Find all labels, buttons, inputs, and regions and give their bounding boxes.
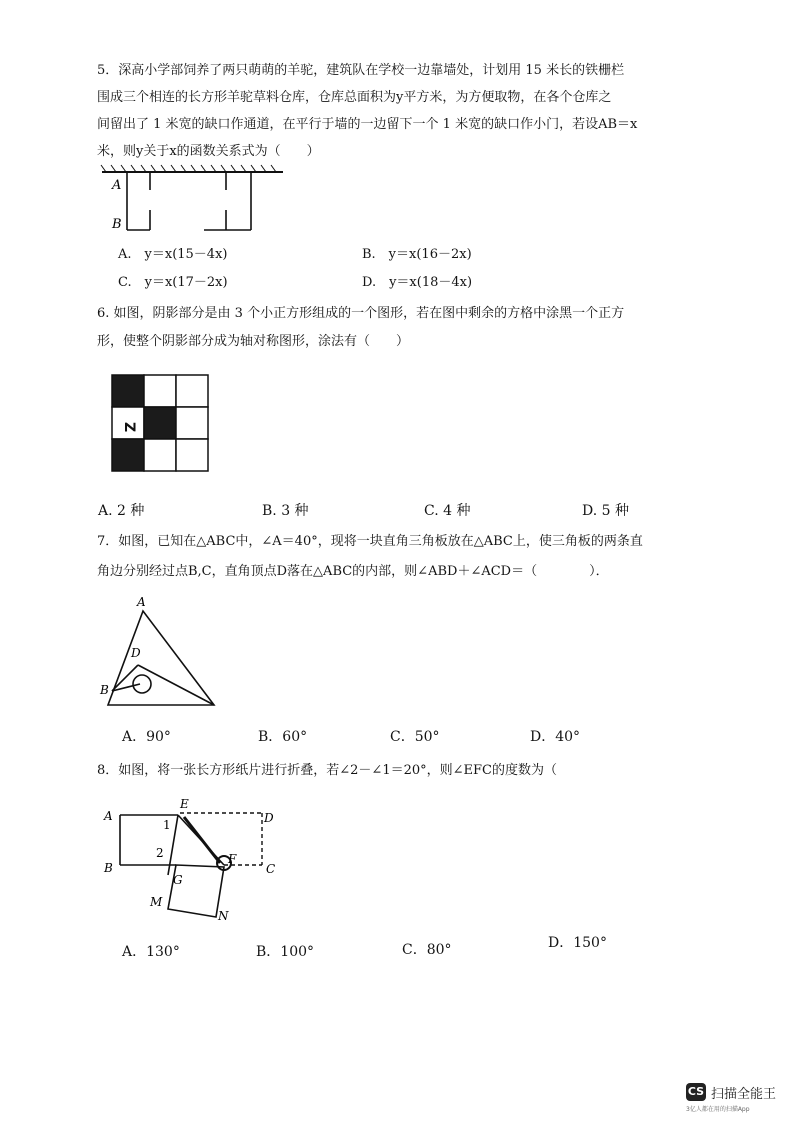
q6-grid-cell-empty xyxy=(144,375,176,407)
q8-option-c[interactable]: C．80° xyxy=(402,942,452,958)
q7-label-d: D xyxy=(131,646,141,660)
q6-grid-cell-empty xyxy=(176,407,208,439)
q6-grid-cell-shaded xyxy=(112,439,144,471)
q7-text-line-2: 角边分别经过点B,C，直角顶点D落在△ABC的内部，则∠ABD＋∠ACD＝（ ）． xyxy=(97,564,609,579)
q6-grid-figure xyxy=(112,375,212,475)
q5-option-b[interactable]: B. y＝x(16－2x) xyxy=(362,247,472,262)
q6-text-line-2: 形，使整个阴影部分成为轴对称图形，涂法有（ ） xyxy=(97,334,410,349)
q8-label-e: E xyxy=(180,797,189,811)
q6-grid-cell-empty xyxy=(176,439,208,471)
q8-label-f: F xyxy=(228,852,237,866)
q5-option-d[interactable]: D. y＝x(18－4x) xyxy=(362,275,473,290)
q8-label-m: M xyxy=(150,895,163,909)
camscanner-logo-icon: CS xyxy=(686,1083,706,1101)
q7-figure xyxy=(100,595,230,710)
q7-label-a: A xyxy=(137,595,146,609)
q5-text-line-1: 5．深高小学部饲养了两只萌萌的羊驼，建筑队在学校一边靠墙处，计划用 15 米长的铁栅栏 xyxy=(97,63,625,78)
q8-option-d[interactable]: D．150° xyxy=(548,935,607,951)
q8-label-g: G xyxy=(173,873,183,887)
q8-label-n: N xyxy=(218,909,229,923)
q5-figure xyxy=(98,168,298,238)
q6-text-line-1: 6. 如图，阴影部分是由 3 个小正方形组成的一个图形，若在图中剩余的方格中涂黑一个正方 xyxy=(97,306,625,321)
q6-option-b[interactable]: B. 3 种 xyxy=(262,503,309,519)
q6-grid-cell-empty xyxy=(144,439,176,471)
q8-label-b: B xyxy=(104,861,113,875)
q7-text-line-1: 7．如图，已知在△ABC中，∠A＝40°，现将一块直角三角板放在△ABC上，使三角板的两条直 xyxy=(97,534,643,549)
q6-grid-cell-shaded xyxy=(144,407,176,439)
q5-label-b: B xyxy=(112,217,122,232)
q5-text-line-3: 间留出了 1 米宽的缺口作通道，在平行于墙的一边留下一个 1 米宽的缺口作小门，若设AB＝x xyxy=(97,117,638,132)
q5-label-a: A xyxy=(112,178,122,193)
q6-option-a[interactable]: A. 2 种 xyxy=(98,503,145,519)
q8-option-a[interactable]: A．130° xyxy=(122,944,180,960)
q8-figure xyxy=(100,795,290,925)
q7-option-a[interactable]: A．90° xyxy=(122,729,171,745)
q5-text-line-4: 米，则y关于x的函数关系式为（ ） xyxy=(97,144,320,159)
q8-label-angle-1: 1 xyxy=(163,818,171,832)
q6-grid-mark: Z xyxy=(121,422,137,433)
camscanner-tagline: 3亿人都在用的扫描App xyxy=(686,1106,750,1113)
q8-label-c: C xyxy=(266,862,276,876)
q8-text-line-1: 8．如图，将一张长方形纸片进行折叠，若∠2－∠1＝20°，则∠EFC的度数为（ xyxy=(97,763,557,778)
q5-option-a[interactable]: A. y＝x(15－4x) xyxy=(118,247,228,262)
q8-option-b[interactable]: B．100° xyxy=(256,944,315,960)
q7-option-c[interactable]: C．50° xyxy=(390,729,440,745)
q6-option-c[interactable]: C. 4 种 xyxy=(424,503,471,519)
q8-label-angle-2: 2 xyxy=(156,846,164,860)
q8-label-d: D xyxy=(264,811,274,825)
q6-grid-cell-shaded xyxy=(112,375,144,407)
q7-label-b: B xyxy=(100,683,109,697)
camscanner-brand-name: 扫描全能王 xyxy=(711,1087,777,1102)
q5-option-c[interactable]: C. y＝x(17－2x) xyxy=(118,275,228,290)
q7-option-d[interactable]: D．40° xyxy=(530,729,581,745)
q5-text-line-2: 围成三个相连的长方形羊驼草料仓库，仓库总面积为y平方米，为方便取物，在各个仓库之 xyxy=(97,90,612,105)
q6-option-d[interactable]: D. 5 种 xyxy=(582,503,629,519)
q8-label-a: A xyxy=(104,809,113,823)
q6-grid-cell-empty xyxy=(176,375,208,407)
q7-option-b[interactable]: B．60° xyxy=(258,729,308,745)
